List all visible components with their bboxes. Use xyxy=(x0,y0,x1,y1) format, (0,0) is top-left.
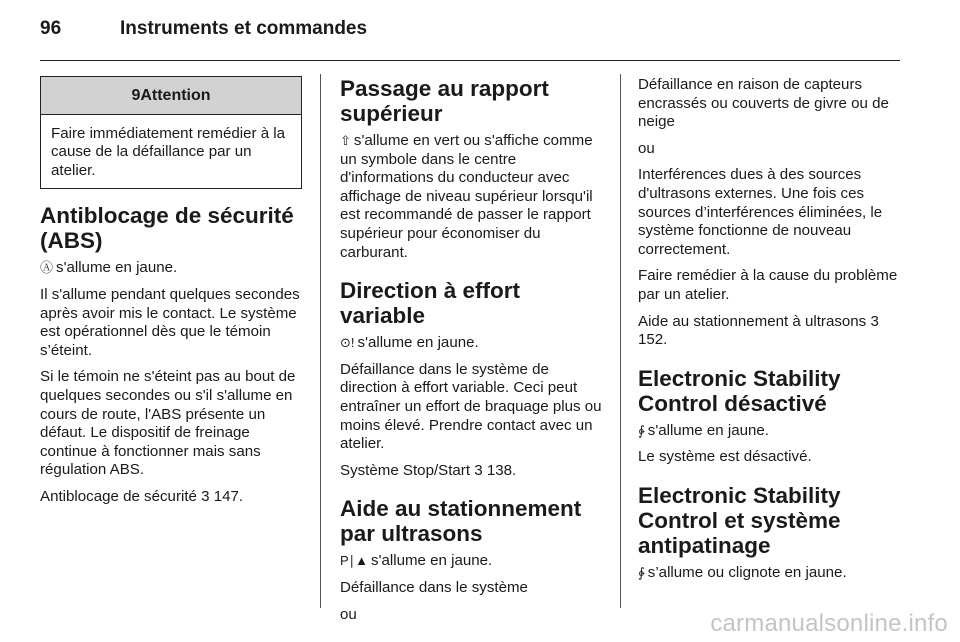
reference-arrow-icon: 3 xyxy=(474,461,483,479)
esc-tc-status: ∲ s’allume ou clignote en jaune. xyxy=(638,563,847,581)
steering-reference: Système Stop/Start 3 138. xyxy=(340,461,517,479)
esc-off-paragraph: Le système est désactivé. xyxy=(638,448,812,466)
reference-page: 147. xyxy=(213,487,244,505)
interference-paragraph: Interférences dues à des sources d'ultrasons externes. Une fois ces sources d’interférences éliminées, le système fonctionne de nouveau correctement. xyxy=(638,166,883,258)
reference-page: 152. xyxy=(638,331,668,349)
upshift-text: ⇧ s'allume en vert ou s'affiche comme un symbole dans le centre d'informations du conducteur avec affichage de niveau supérieur lorsqu'il est recommandé de passer le rapport supérieur pour économiser du carburant. xyxy=(340,132,593,261)
abs-paragraph-1: Il s'allume pendant quelques secondes après avoir mis le contact. Le système est opérationnel dès que le témoin s’éteint. xyxy=(40,285,300,359)
attention-title: Attention xyxy=(140,87,211,104)
reference-arrow-icon: 3 xyxy=(201,487,210,505)
column-3 xyxy=(638,76,902,591)
parking-assist-icon: P∣▲ xyxy=(340,553,369,569)
steering-heading: Direction à effort variable xyxy=(340,278,521,329)
attention-header xyxy=(41,77,301,115)
parking-paragraph: Défaillance dans le système xyxy=(340,578,528,596)
esc-tc-heading: Electronic Stability Control et système antipatinage xyxy=(638,482,841,558)
column-2 xyxy=(340,76,604,632)
steering-paragraph: Défaillance dans le système de direction à effort variable. Ceci peut entraîner un effort de braquage plus ou moins élevé. Prendre contact avec un atelier. xyxy=(340,360,602,453)
parking-heading: Aide au stationnement par ultrasons xyxy=(340,496,582,547)
reference-page: 138. xyxy=(486,461,517,479)
page-header xyxy=(40,18,367,40)
page-number: 96 xyxy=(40,18,62,39)
parking-or: ou xyxy=(340,605,357,623)
column-divider-1 xyxy=(320,74,321,608)
reference-arrow-icon: 3 xyxy=(870,312,879,330)
abs-icon: Ⓐ xyxy=(40,260,54,276)
parking-reference: Aide au stationnement à ultrasons 3 152. xyxy=(638,312,879,349)
abs-status: Ⓐ s'allume en jaune. xyxy=(40,259,178,277)
esc-off-heading: Electronic Stability Control désactivé xyxy=(638,365,841,416)
warning-triangle-icon: 9 xyxy=(131,87,141,104)
column-1 xyxy=(40,76,302,515)
page-title: Instruments et commandes xyxy=(120,18,368,39)
esc-off-icon: ∳ xyxy=(638,422,645,438)
watermark: carmanualsonline.info xyxy=(710,610,948,637)
or-text: ou xyxy=(638,139,655,157)
steering-wheel-icon: ⊙! xyxy=(340,335,355,351)
parking-status: P∣▲ s'allume en jaune. xyxy=(340,552,493,570)
header-divider xyxy=(40,60,900,61)
attention-box xyxy=(40,76,302,189)
sensor-paragraph: Défaillance en raison de capteurs encrassés ou couverts de givre ou de neige xyxy=(638,76,889,131)
steering-status: ⊙! s'allume en jaune. xyxy=(340,334,479,352)
upshift-icon: ⇧ xyxy=(340,133,351,148)
esc-off-status: ∳ s'allume en jaune. xyxy=(638,421,769,439)
repair-paragraph: Faire remédier à la cause du problème par un atelier. xyxy=(638,267,898,303)
column-divider-2 xyxy=(620,74,621,608)
abs-paragraph-2: Si le témoin ne s'éteint pas au bout de quelques secondes ou s'il s'allume en cours de route, l'ABS présente un défaut. Le dispositif de freinage continue à fonctionner mais sans régulation ABS. xyxy=(40,368,296,479)
abs-heading: Antiblocage de sécurité (ABS) xyxy=(40,203,294,254)
abs-reference: Antiblocage de sécurité 3 147. xyxy=(40,487,244,505)
esc-icon: ∲ xyxy=(638,564,645,580)
attention-body: Faire immédiatement remédier à la cause de la défaillance par un atelier. xyxy=(51,124,286,179)
upshift-heading: Passage au rapport supérieur xyxy=(340,76,549,126)
